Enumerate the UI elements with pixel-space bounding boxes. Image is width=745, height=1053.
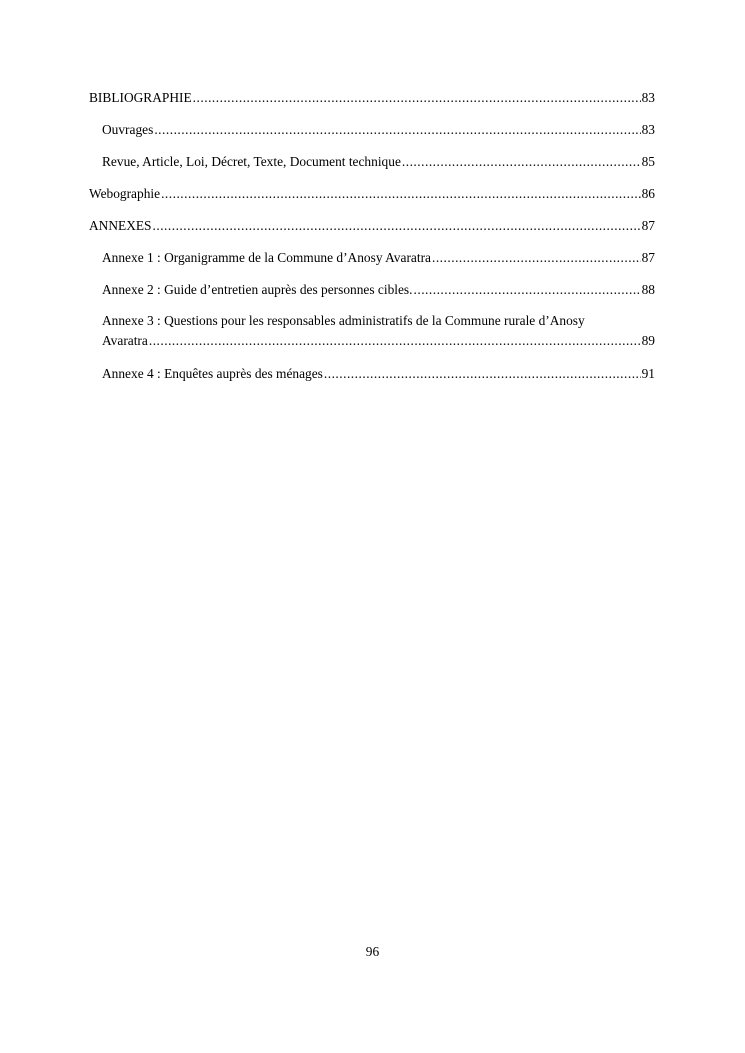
toc-entry-ouvrages[interactable] bbox=[89, 120, 655, 140]
dot-leader bbox=[414, 280, 641, 300]
dot-leader bbox=[402, 152, 641, 172]
toc-entry-revue[interactable] bbox=[89, 152, 655, 172]
toc-entry-page: 88 bbox=[641, 282, 655, 297]
table-of-contents bbox=[89, 88, 655, 384]
toc-entry-page: 83 bbox=[641, 90, 655, 105]
toc-entry-title: Ouvrages bbox=[102, 122, 154, 137]
toc-entry-title: Annexe 4 : Enquêtes auprès des ménages bbox=[102, 366, 323, 381]
dot-leader bbox=[161, 184, 641, 204]
dot-leader bbox=[153, 216, 641, 236]
toc-entry-page: 87 bbox=[641, 250, 655, 265]
toc-entry-webographie[interactable] bbox=[89, 184, 655, 204]
toc-entry-annexe-1[interactable] bbox=[89, 248, 655, 268]
toc-entry-title: Annexe 2 : Guide d’entretien auprès des personnes cibles. bbox=[102, 282, 413, 297]
toc-entry-page: 83 bbox=[641, 122, 655, 137]
dot-leader bbox=[154, 120, 640, 140]
dot-leader bbox=[149, 331, 641, 351]
toc-entry-page: 91 bbox=[641, 366, 655, 381]
dot-leader bbox=[193, 88, 641, 108]
toc-entry-bibliographie[interactable] bbox=[89, 88, 655, 108]
toc-entry-page: 85 bbox=[641, 154, 655, 169]
page-number: 96 bbox=[365, 944, 380, 959]
toc-entry-title: ANNEXES bbox=[89, 218, 152, 233]
toc-entry-annexe-2[interactable] bbox=[89, 280, 655, 300]
toc-entry-title: Webographie bbox=[89, 186, 161, 201]
toc-entry-annexe-3[interactable] bbox=[89, 311, 655, 351]
toc-entry-title: BIBLIOGRAPHIE bbox=[89, 90, 192, 105]
dot-leader bbox=[324, 364, 641, 384]
toc-entry-continuation bbox=[102, 331, 655, 351]
toc-entry-page: 86 bbox=[641, 186, 655, 201]
toc-entry-page: 87 bbox=[641, 218, 655, 233]
toc-entry-title: Revue, Article, Loi, Décret, Texte, Document technique bbox=[102, 154, 401, 169]
toc-entry-page: 89 bbox=[641, 333, 655, 348]
toc-entry-title-continued: Avaratra bbox=[102, 333, 148, 348]
toc-entry-title: Annexe 1 : Organigramme de la Commune d’Anosy Avaratra bbox=[102, 250, 431, 265]
toc-entry-annexes[interactable] bbox=[89, 216, 655, 236]
toc-entry-title: Annexe 3 : Questions pour les responsables administratifs de la Commune rurale d’Anosy bbox=[102, 313, 585, 328]
dot-leader bbox=[432, 248, 641, 268]
toc-entry-annexe-4[interactable] bbox=[89, 364, 655, 384]
